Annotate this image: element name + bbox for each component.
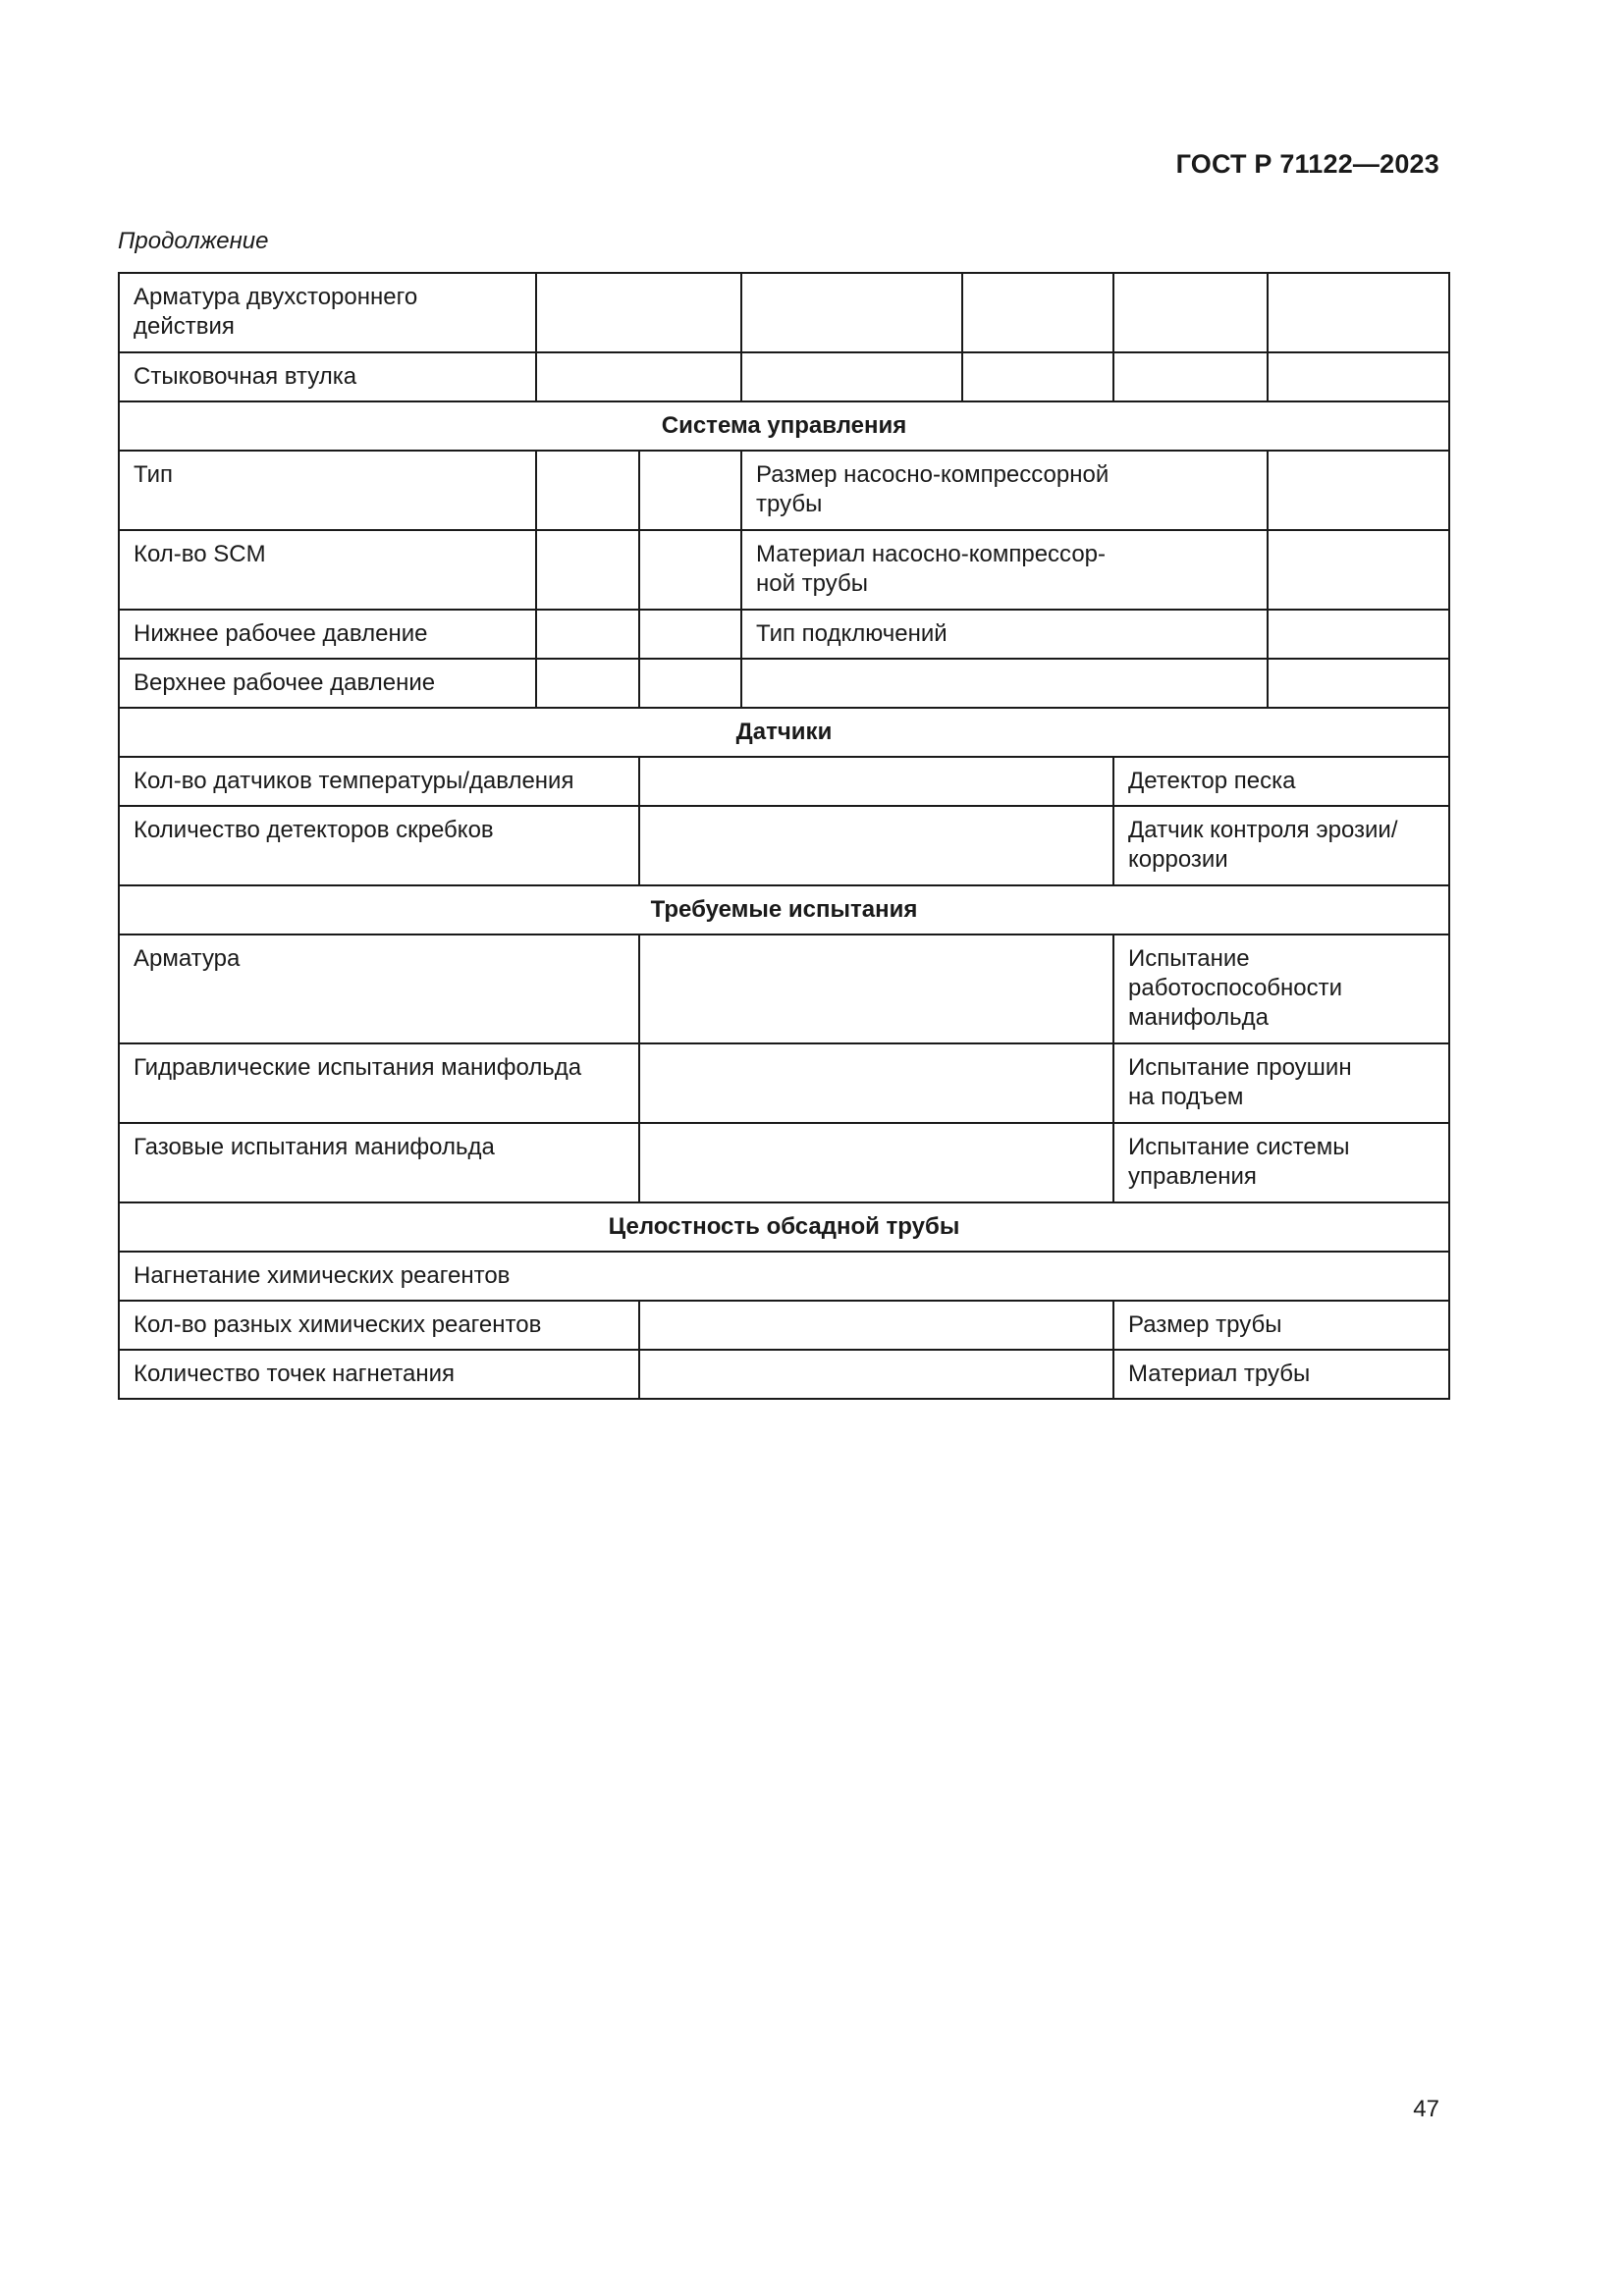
table-row (119, 1350, 1449, 1399)
empty-cell (962, 352, 1113, 401)
section-row (119, 401, 1449, 451)
empty-cell (1268, 451, 1449, 530)
row-label: Количество точек нагнетания (119, 1350, 639, 1399)
row-label: Нагнетание химических реагентов (119, 1252, 1449, 1301)
empty-cell (536, 530, 639, 610)
table-row (119, 451, 1449, 530)
row-label: Верхнее рабочее давление (119, 659, 536, 708)
section-title-casing-integrity: Целостность обсадной трубы (119, 1202, 1449, 1252)
empty-cell (639, 757, 1113, 806)
row-label: Стыковочная втулка (119, 352, 536, 401)
row-label: Арматура двухстороннего действия (119, 273, 536, 352)
empty-cell (1268, 610, 1449, 659)
section-title-control-system: Система управления (119, 401, 1449, 451)
row-label: Гидравлические испытания манифольда (119, 1043, 639, 1123)
row-label: Испытание проушин на подъем (1113, 1043, 1449, 1123)
section-row (119, 885, 1449, 934)
section-title-sensors: Датчики (119, 708, 1449, 757)
section-row (119, 708, 1449, 757)
row-label: Испытание работоспособности манифольда (1113, 934, 1449, 1043)
table-row (119, 806, 1449, 885)
empty-cell (639, 1123, 1113, 1202)
row-label: Кол-во датчиков температуры/давления (119, 757, 639, 806)
empty-cell (1113, 352, 1268, 401)
document-code: ГОСТ Р 71122—2023 (1175, 149, 1439, 179)
empty-cell (962, 273, 1113, 352)
empty-cell (1268, 273, 1449, 352)
row-label: Материал трубы (1113, 1350, 1449, 1399)
row-label: Материал насосно-компрессор- ной трубы (741, 530, 1268, 610)
specification-table (118, 272, 1450, 1400)
empty-cell (1113, 273, 1268, 352)
row-label: Нижнее рабочее давление (119, 610, 536, 659)
table-row (119, 1301, 1449, 1350)
row-label: Арматура (119, 934, 639, 1043)
row-label: Кол-во SCM (119, 530, 536, 610)
empty-cell (536, 659, 639, 708)
empty-cell (536, 273, 741, 352)
row-label: Тип (119, 451, 536, 530)
empty-cell (1268, 530, 1449, 610)
page-number: 47 (1413, 2096, 1439, 2122)
table-row (119, 273, 1449, 352)
empty-cell (639, 659, 741, 708)
table-row (119, 659, 1449, 708)
empty-cell (639, 934, 1113, 1043)
empty-cell (639, 1301, 1113, 1350)
row-label: Количество детекторов скребков (119, 806, 639, 885)
empty-cell (639, 1350, 1113, 1399)
empty-cell (536, 610, 639, 659)
table-row (119, 934, 1449, 1043)
empty-cell (639, 610, 741, 659)
row-label: Газовые испытания манифольда (119, 1123, 639, 1202)
row-label: Размер трубы (1113, 1301, 1449, 1350)
table-row (119, 1123, 1449, 1202)
empty-cell (741, 352, 962, 401)
empty-cell (639, 530, 741, 610)
table-row (119, 610, 1449, 659)
row-label: Детектор песка (1113, 757, 1449, 806)
empty-cell (639, 806, 1113, 885)
empty-cell (1268, 352, 1449, 401)
row-label: Кол-во разных химических реагентов (119, 1301, 639, 1350)
empty-cell (639, 1043, 1113, 1123)
empty-cell (536, 451, 639, 530)
row-label: Испытание системы управления (1113, 1123, 1449, 1202)
table-row (119, 1252, 1449, 1301)
table-row (119, 757, 1449, 806)
table-row (119, 530, 1449, 610)
row-label: Датчик контроля эрозии/ коррозии (1113, 806, 1449, 885)
row-label (741, 659, 1268, 708)
table-row (119, 1043, 1449, 1123)
table-row (119, 352, 1449, 401)
empty-cell (1268, 659, 1449, 708)
row-label: Размер насосно-компрессорной трубы (741, 451, 1268, 530)
continuation-label: Продолжение (118, 228, 269, 254)
empty-cell (639, 451, 741, 530)
empty-cell (536, 352, 741, 401)
section-title-required-tests: Требуемые испытания (119, 885, 1449, 934)
row-label: Тип подключений (741, 610, 1268, 659)
section-row (119, 1202, 1449, 1252)
empty-cell (741, 273, 962, 352)
